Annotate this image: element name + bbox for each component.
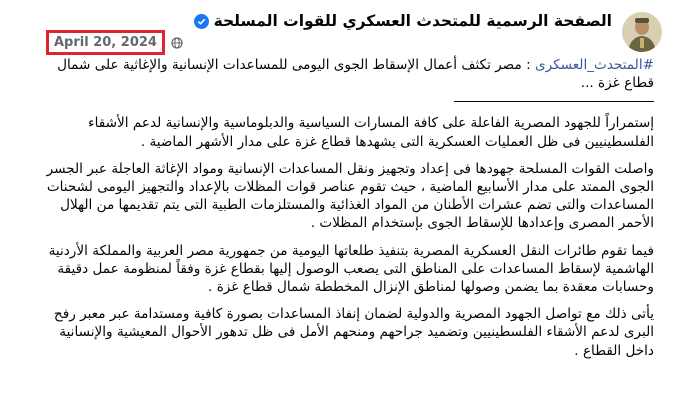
page-avatar[interactable] [622, 12, 662, 52]
paragraph-3: فيما تقوم طائرات النقل العسكرية المصرية بتنفيذ طلعاتها اليومية من جمهورية مصر العربية والمملكة الأردنية الهاشمية لإسقاط المساعدات على المناطق التى يصعب الوصول إليها بقطاع غزة وفقاً لمنظومة عمل دقيقة وحسابات معقدة بما يضمن وصولها لمناطق الإنزال المخططة شمال قطاع غزة . [48, 242, 654, 296]
post-headline [46, 56, 654, 92]
headline-text: : مصر تكثف أعمال الإسقاط الجوى اليومى للمساعدات الإنسانية والإغاثية على شمال قطاع غزة ... [57, 57, 654, 92]
paragraph-2: واصلت القوات المسلحة جهودها فى إعداد وتجهيز ونقل المساعدات الإنسانية ومواد الإغاثة العاجلة عبر الجسر الجوى الممتد على مدار الأسابيع الماضية ، حيث تقوم عناصر قوات المظلات بالإعداد والتجهيز اليومى لشحنات المساعدات والتى تضم عشرات الأطنان من المواد الغذائية والمستلزمات الطبية التى يتم تقديمها من الهلال الأحمر المصرى وإعدادها للإسقاط الجوى بإستخدام المظلات . [46, 160, 654, 232]
post-body [46, 56, 654, 369]
page-name-link[interactable]: الصفحة الرسمية للمتحدث العسكري للقوات المسلحة [213, 12, 612, 30]
post-date[interactable]: April 20, 2024 [46, 30, 165, 55]
page-name-row [194, 12, 612, 30]
paragraph-1: إستمراراً للجهود المصرية الفاعلة على كافة المسارات السياسية والدبلوماسية والإنسانية لدعم الأشقاء الفلسطينيين فى ظل العمليات العسكرية التى يشهدها قطاع غزة على مدار الأشهر الماضية . [88, 115, 654, 150]
post-meta [46, 30, 183, 55]
globe-icon[interactable] [171, 37, 183, 49]
hashtag-link[interactable]: #المتحدث_العسكرى [534, 57, 654, 73]
paragraph-4: يأتى ذلك مع تواصل الجهود المصرية والدولية لضمان إنفاذ المساعدات بصورة كافية ومستدامة عبر معبر رفح البرى لدعم الأشقاء الفلسطينيين وتضميد جراحهم ومنحهم الأمل فى ظل تدهور الأحوال المعيشية والإنسانية داخل القطاع . [53, 306, 654, 359]
separator-line [454, 101, 654, 102]
avatar-portrait-icon [622, 12, 662, 52]
verified-badge-icon [194, 14, 209, 29]
